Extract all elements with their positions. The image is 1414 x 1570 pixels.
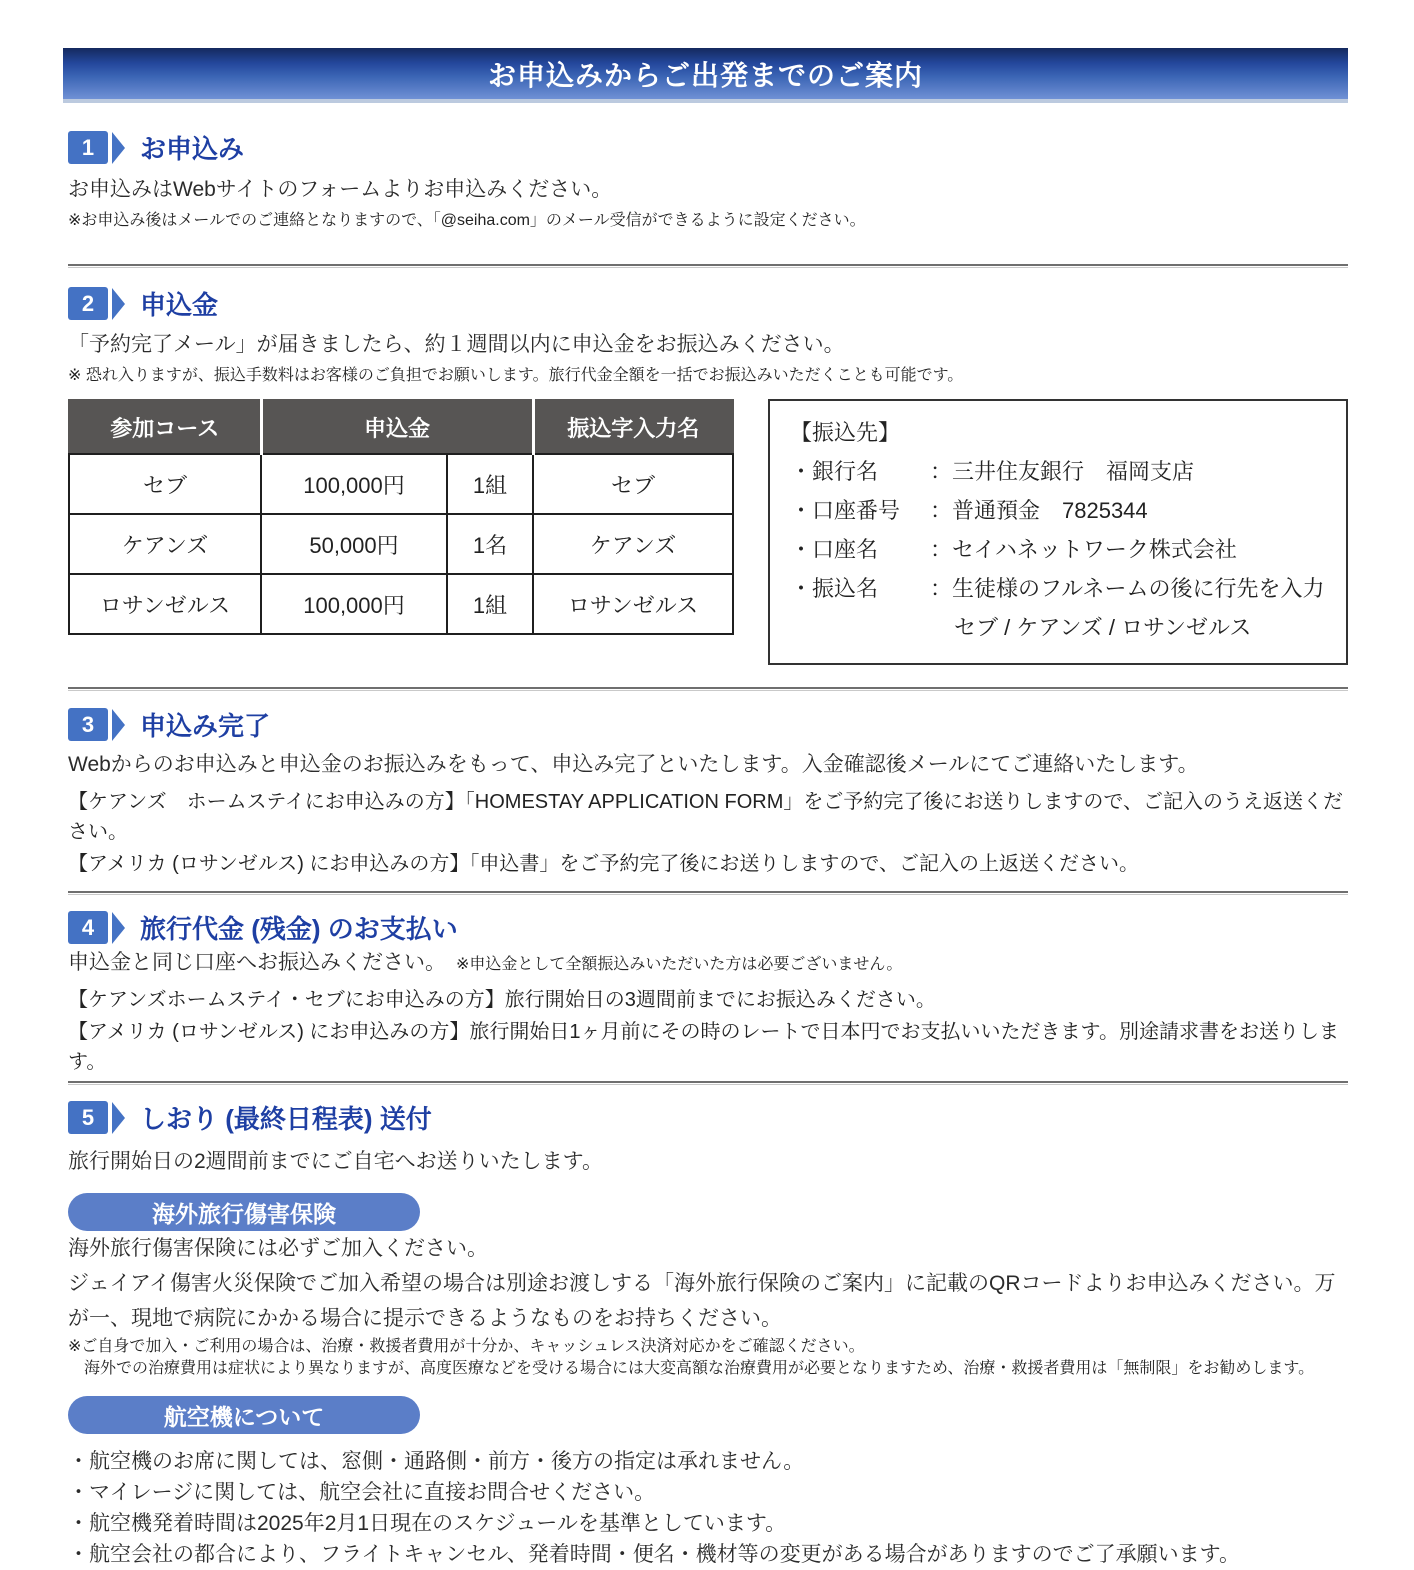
section-1-title: お申込み (140, 134, 245, 164)
section-divider (68, 891, 1348, 895)
fee-table-header-amount: 申込金 (261, 400, 533, 454)
fee-cell-course: セブ (69, 454, 261, 514)
section-5-heading (68, 1099, 1348, 1136)
section-2-heading (68, 285, 1348, 322)
table-row (69, 574, 733, 634)
bank-transfer-box (768, 399, 1348, 665)
section-2-body: 「予約完了メール」が届きましたら、約１週間以内に申込金をお振込みください。 (68, 333, 845, 356)
fee-cell-amount: 50,000円 (261, 514, 447, 574)
fee-cell-transfer-name: ケアンズ (533, 514, 733, 574)
section-1-body: お申込みはWebサイトのフォームよりお申込みください。 (68, 178, 613, 201)
section-4-inline-note: ※申込金として全額振込みいただいた方は必要ございません。 (456, 956, 903, 973)
insurance-paragraph-2: ジェイアイ傷害火災保険でご加入希望の場合は別途お渡しする「海外旅行保険のご案内」に記載のQRコードよりお申込みください。万が一、現地で病院にかかる場合に提示できるようなものをお持ちください。 (68, 1272, 1336, 1330)
fee-table-header-row (69, 400, 733, 454)
fee-table-header-course: 参加コース (69, 400, 261, 454)
bank-line-destinations: セブ / ケアンズ / ロサンゼルス (954, 615, 1252, 640)
step-5-badge: 5 (68, 1101, 108, 1134)
step-3-badge: 3 (68, 708, 108, 741)
section-4-heading (68, 909, 1348, 946)
aircraft-bullet-list (68, 1446, 1348, 1570)
fee-cell-transfer-name: ロサンゼルス (533, 574, 733, 634)
section-3-heading (68, 706, 1348, 743)
aircraft-bullet: ・マイレージに関しては、航空会社に直接お問合せください。 (68, 1481, 656, 1504)
document-content (68, 129, 1348, 1570)
section-2-title: 申込金 (140, 290, 219, 320)
page-title-banner (63, 48, 1348, 103)
step-arrow-icon (112, 1102, 125, 1134)
table-row (69, 514, 733, 574)
fee-table-header-transfer-name: 振込字入力名 (533, 400, 733, 454)
section-3-line-america: 【アメリカ (ロサンゼルス) にお申込みの方】「申込書」をご予約完了後にお送りしますので、ご記入の上返送ください。 (68, 853, 1140, 875)
step-arrow-icon (112, 132, 125, 164)
section-1-note: ※お申込み後はメールでのご連絡となりますので、「@seiha.com」のメール受信ができるように設定ください。 (68, 212, 866, 229)
fee-cell-unit: 1組 (447, 574, 533, 634)
fee-cell-transfer-name: セブ (533, 454, 733, 514)
bank-line-label: ・口座名 (790, 537, 879, 562)
fee-table (68, 399, 734, 635)
fee-cell-amount: 100,000円 (261, 454, 447, 514)
bank-line (790, 530, 1326, 569)
insurance-paragraph-1: 海外旅行傷害保険には必ずご加入ください。 (68, 1237, 488, 1260)
insurance-note-2: 海外での治療費用は症状により異なりますが、高度医療などを受ける場合には大変高額な治療費用が必要となりますため、治療・救援者費用は「無制限」をお勧めします。 (84, 1360, 1315, 1377)
section-divider (68, 1081, 1348, 1085)
fee-area (68, 399, 1348, 665)
section-4-body (68, 948, 1348, 980)
section-3-title: 申込み完了 (140, 711, 271, 741)
bank-line (790, 452, 1326, 491)
fee-cell-course: ケアンズ (69, 514, 261, 574)
step-arrow-icon (112, 709, 125, 741)
fee-cell-amount: 100,000円 (261, 574, 447, 634)
bank-line-label: ・口座番号 (790, 498, 901, 523)
section-divider (68, 264, 1348, 268)
section-5-body: 旅行開始日の2週間前までにご自宅へお送りいたします。 (68, 1150, 603, 1173)
bank-line (790, 569, 1326, 608)
section-4-line-cairns-cebu: 【ケアンズホームステイ・セブにお申込みの方】旅行開始日の3週間前までにお振込みください。 (68, 989, 936, 1011)
step-1-badge: 1 (68, 131, 108, 164)
fee-cell-course: ロサンゼルス (69, 574, 261, 634)
section-2-note: ※ 恐れ入りますが、振込手数料はお客様のご負担でお願いします。旅行代金全額を一括でお振込みいただくことも可能です。 (68, 367, 964, 384)
insurance-pill-heading: 海外旅行傷害保険 (68, 1193, 420, 1231)
aircraft-pill-heading: 航空機について (68, 1396, 420, 1434)
bank-line-value: ：普通預金 7825344 (930, 498, 1148, 523)
aircraft-bullet: ・航空機発着時間は2025年2月1日現在のスケジュールを基準としています。 (68, 1512, 787, 1535)
section-3-line-cairns: 【ケアンズ ホームステイにお申込みの方】「HOMESTAY APPLICATION FORM」をご予約完了後にお送りしますので、ご記入のうえ返送ください。 (68, 791, 1343, 843)
table-row (69, 454, 733, 514)
fee-cell-unit: 1名 (447, 514, 533, 574)
section-4-title: 旅行代金 (残金) のお支払い (140, 914, 458, 944)
fee-cell-unit: 1組 (447, 454, 533, 514)
bank-line (790, 491, 1326, 530)
bank-line-value: ：生徒様のフルネームの後に行先を入力 (930, 576, 1325, 601)
section-5-title: しおり (最終日程表) 送付 (140, 1104, 432, 1134)
page-title: お申込みからご出発までのご案内 (487, 59, 923, 91)
section-1-heading (68, 129, 1348, 166)
aircraft-bullet: ・航空機のお席に関しては、窓側・通路側・前方・後方の指定は承れません。 (68, 1450, 805, 1473)
bank-line-label: ・銀行名 (790, 459, 879, 484)
step-2-badge: 2 (68, 287, 108, 320)
insurance-note-1: ※ご自身で加入・ご利用の場合は、治療・救援者費用が十分か、キャッシュレス決済対応かをご確認ください。 (68, 1338, 865, 1355)
section-4-line-america: 【アメリカ (ロサンゼルス) にお申込みの方】旅行開始日1ヶ月前にその時のレートで日本円でお支払いいただきます。別途請求書をお送りします。 (68, 1021, 1339, 1073)
aircraft-bullet: ・航空会社の都合により、フライトキャンセル、発着時間・便名・機材等の変更がある場合がありますのでご了承願います。 (68, 1543, 1241, 1566)
section-4-body-main: 申込金と同じ口座へお振込みください。 (68, 951, 446, 974)
bank-box-title: 【振込先】 (790, 420, 901, 445)
step-arrow-icon (112, 912, 125, 944)
bank-line-value: ：セイハネットワーク株式会社 (930, 537, 1237, 562)
bank-line-label: ・振込名 (790, 576, 879, 601)
bank-line-value: ：三井住友銀行 福岡支店 (930, 459, 1195, 484)
section-3-body: Webからのお申込みと申込金のお振込みをもって、申込み完了といたします。入金確認後メールにてご連絡いたします。 (68, 753, 1199, 776)
step-arrow-icon (112, 288, 125, 320)
step-4-badge: 4 (68, 911, 108, 944)
section-divider (68, 687, 1348, 691)
